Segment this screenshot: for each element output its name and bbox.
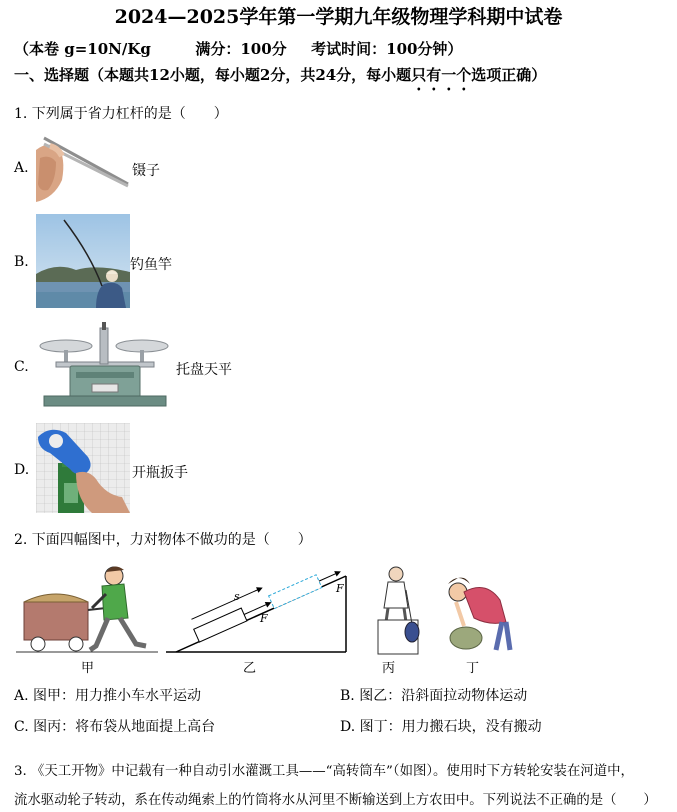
q1-option-a-label: 镊子: [132, 163, 160, 179]
q2-stem: 2. 下面四幅图中，力对物体不做功的是（ ）: [14, 532, 312, 548]
q1-option-b-label: 钓鱼竿: [130, 257, 172, 273]
tweezers-photo: [36, 128, 130, 206]
exam-title: 2024—2025学年第一学期九年级物理学科期中试卷: [114, 6, 563, 28]
q3-stem-line2: 流水驱动轮子转动，系在传动绳索上的竹筒将水从河里不断输送到上方农田中。下列说法不正确的是（ ）: [14, 793, 657, 808]
section-heading: 一、选择题（本题共12小题，每小题2分，共24分，每小题只有一个选项正确）: [14, 66, 547, 84]
incline-label-f2: F: [336, 582, 344, 595]
q2-option-c: C. 图丙：将布袋从地面提上高台: [14, 719, 216, 735]
lifting-bag-illustration: [378, 567, 419, 654]
caption-bing: 丙: [382, 661, 396, 676]
q1-stem: 1. 下列属于省力杠杆的是（ ）: [14, 106, 228, 122]
fishing-rod-photo: [36, 214, 130, 308]
q2-figure: [16, 562, 666, 670]
balance-scale-photo: [36, 322, 174, 408]
incline-label-f1: F: [260, 612, 268, 625]
lifting-stone-illustration: [448, 578, 510, 650]
q1-option-d-label: 开瓶扳手: [132, 465, 188, 481]
cart-illustration: [16, 566, 158, 652]
caption-ding: 丁: [466, 661, 480, 676]
caption-yi: 乙: [243, 661, 257, 676]
q1-option-c-letter: C.: [14, 359, 29, 375]
q1-option-a-letter: A.: [14, 160, 29, 176]
q1-option-d-letter: D.: [14, 462, 30, 478]
exam-time: 考试时间：100分钟）: [311, 40, 463, 58]
exam-info: [14, 38, 462, 59]
incline-label-s: s: [234, 590, 240, 603]
bottle-opener-photo: [36, 423, 130, 513]
q2-option-b: B. 图乙：沿斜面拉动物体运动: [340, 688, 528, 704]
gravity-note: （本卷 g=10N/Kg: [14, 40, 151, 58]
caption-jia: 甲: [81, 661, 95, 676]
q3-stem-line1: 3. 《天工开物》中记载有一种自动引水灌溉工具——“高转筒车”（如图）。使用时下方转轮安装在河道中，: [14, 764, 634, 779]
q2-option-d: D. 图丁：用力搬石块，没有搬动: [340, 719, 542, 735]
incline-diagram: [166, 562, 346, 652]
q2-option-a: A. 图甲：用力推小车水平运动: [14, 688, 202, 704]
q1-option-c-label: 托盘天平: [176, 362, 232, 378]
q1-option-b-letter: B.: [14, 254, 29, 270]
full-score: 满分：100分: [195, 40, 287, 58]
emphasis-text: 只有一个: [411, 66, 472, 84]
